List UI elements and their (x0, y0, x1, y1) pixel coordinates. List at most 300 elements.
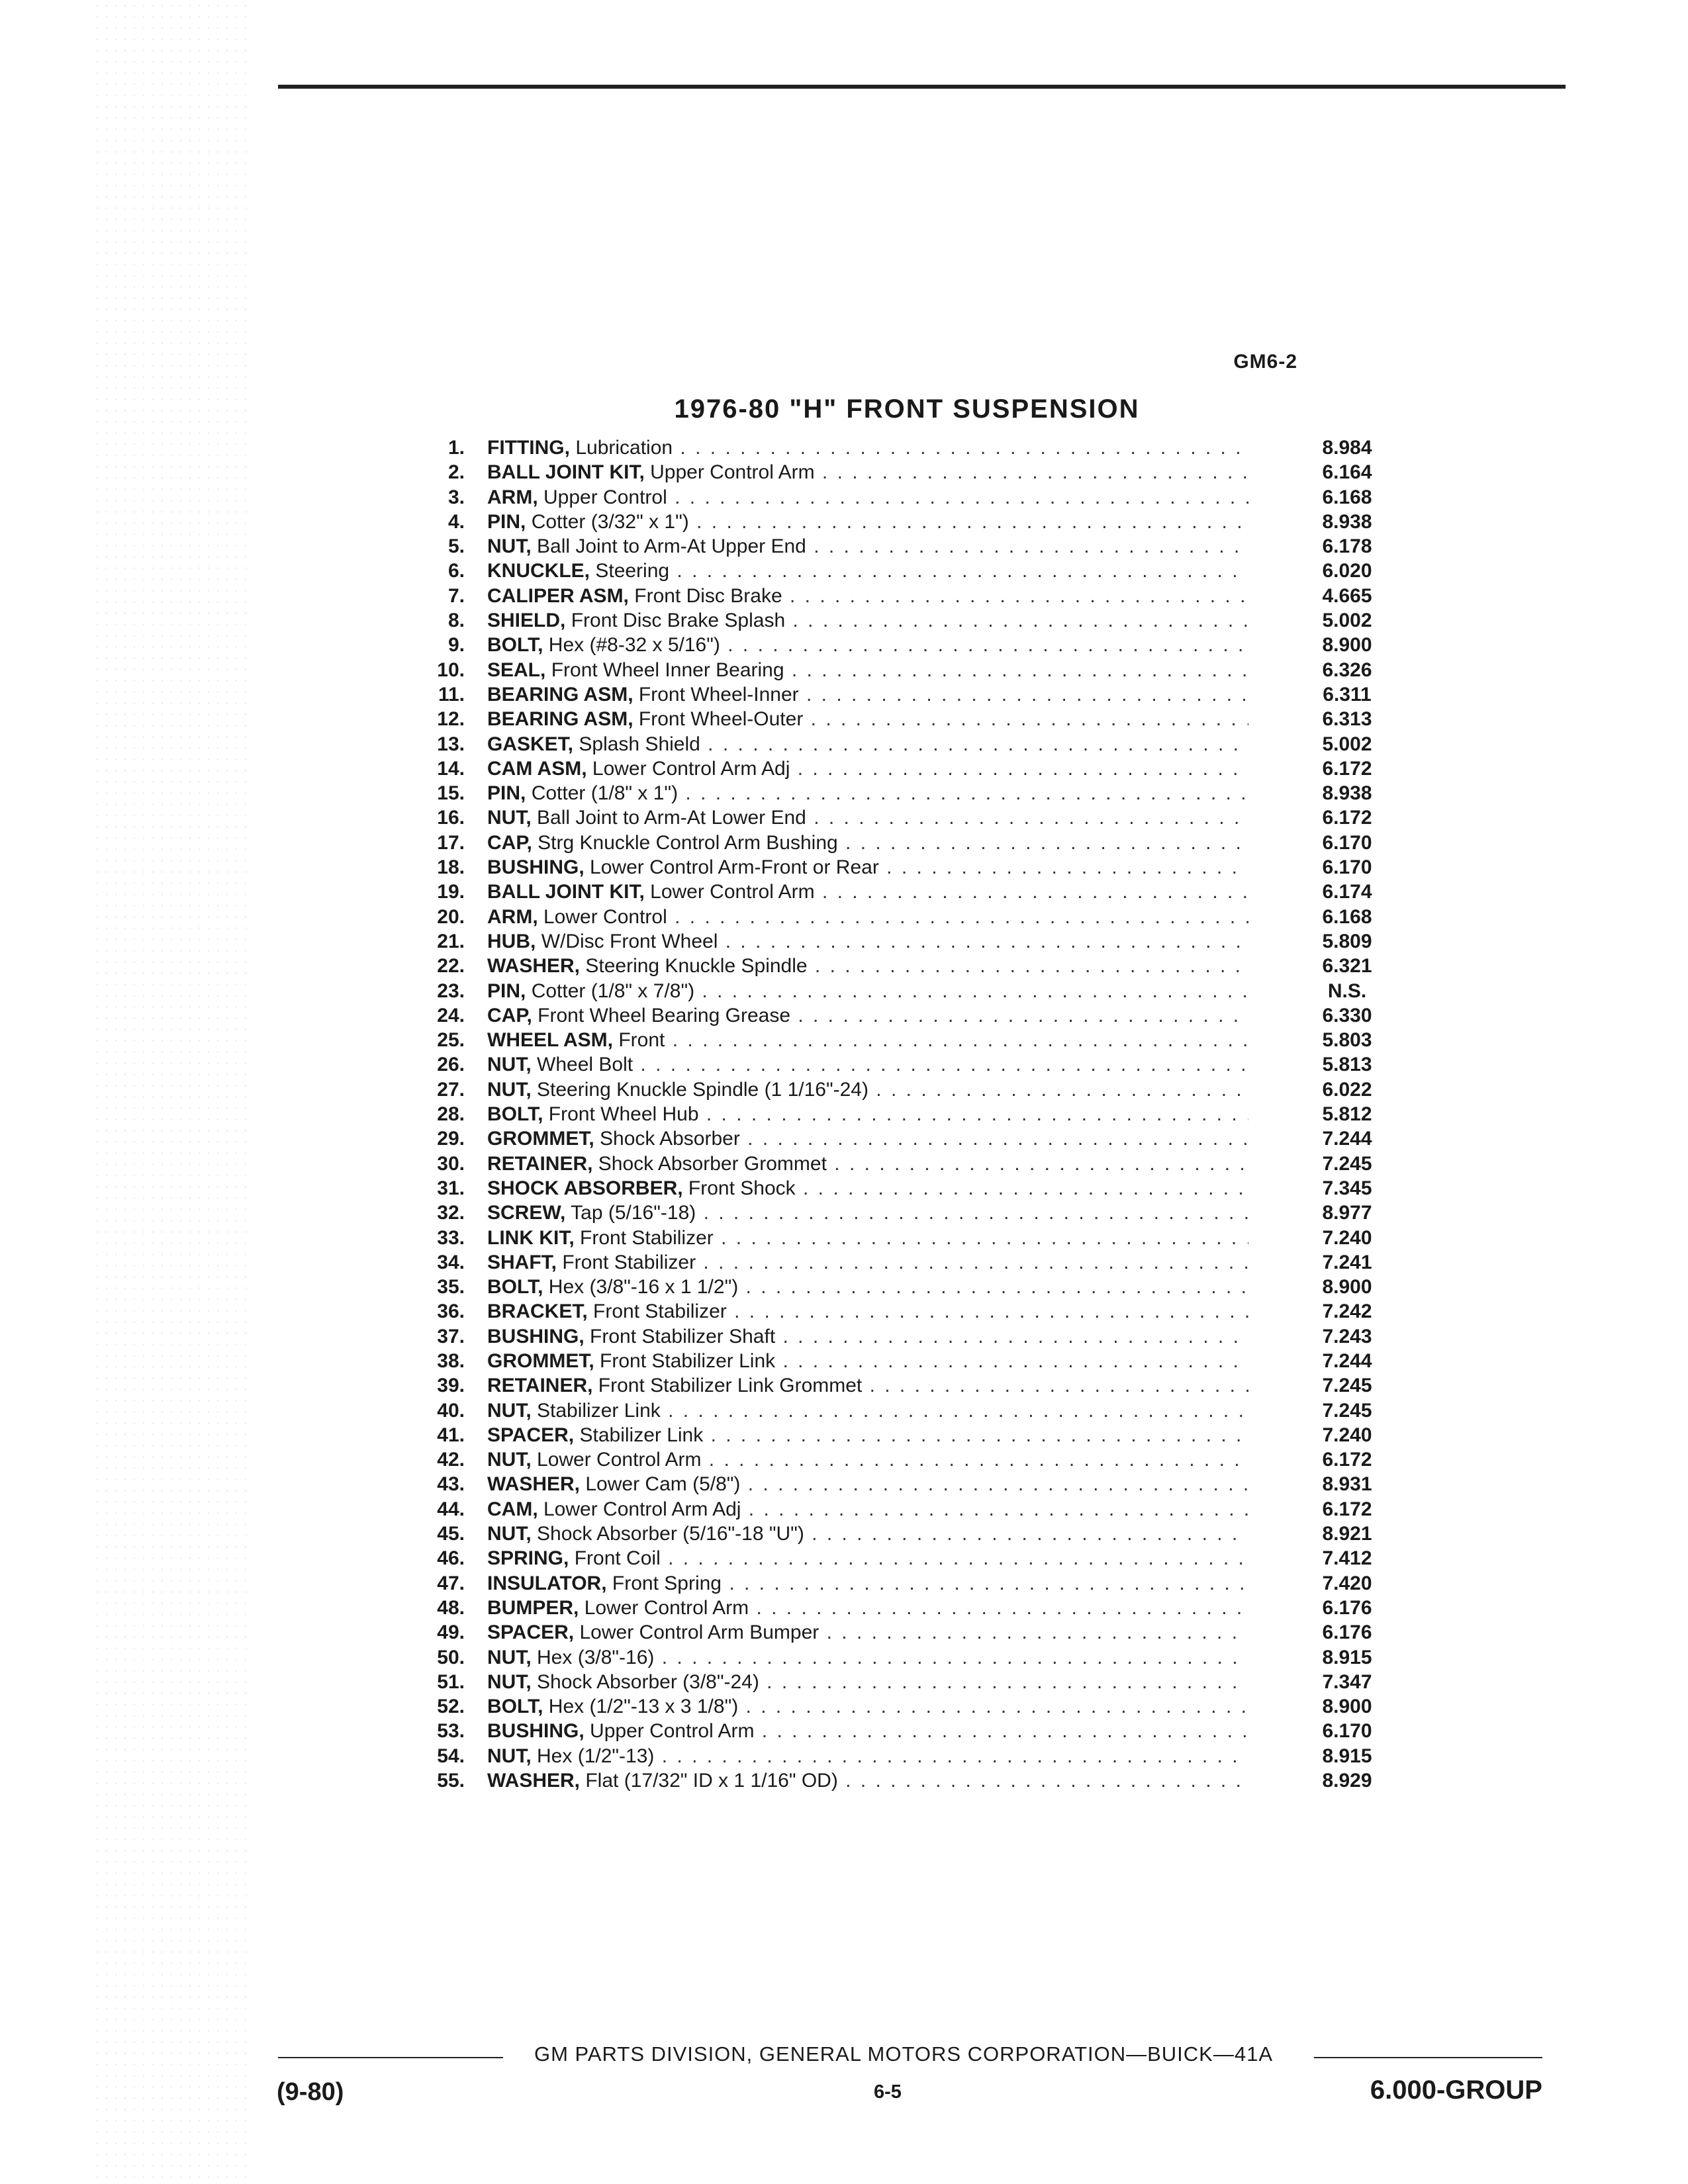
part-row (417, 584, 1410, 608)
part-row (417, 559, 1410, 583)
part-number: 30. (437, 1152, 465, 1175)
part-description-text: Strg Knuckle Control Arm Bushing (538, 831, 838, 854)
part-row (417, 880, 1410, 904)
part-description-text: Front Stabilizer Shaft (590, 1325, 776, 1347)
part-group-code: 8.900 (1322, 634, 1372, 657)
footer-page-number: 6-5 (874, 2081, 902, 2103)
part-description (487, 707, 1248, 731)
part-row (417, 1152, 1410, 1176)
scan-margin-speckle (93, 0, 252, 2184)
part-name: PIN, (487, 510, 526, 533)
part-number: 29. (437, 1128, 465, 1150)
part-name: CAP, (487, 831, 532, 854)
part-description (487, 1152, 1248, 1176)
part-description-text: Upper Control Arm (590, 1720, 755, 1743)
part-name: SPACER, (487, 1424, 575, 1446)
part-number: 17. (437, 831, 465, 854)
part-description (487, 1522, 1248, 1546)
part-number: 18. (437, 856, 465, 879)
part-description-text: Cotter (3/32" x 1") (531, 510, 689, 533)
part-number: 55. (437, 1770, 465, 1792)
part-group-code: 6.176 (1322, 1621, 1372, 1644)
part-group-code: 6.172 (1322, 1449, 1372, 1471)
part-row (417, 1201, 1410, 1225)
part-number: 32. (437, 1202, 465, 1224)
part-description-text: Cotter (1/8" x 1") (531, 782, 679, 805)
part-name: CALIPER ASM, (487, 584, 629, 607)
part-description (487, 1670, 1248, 1694)
part-description (487, 1472, 1248, 1496)
part-description-text: Hex (3/8"-16 x 1 1/2") (548, 1276, 739, 1298)
part-group-code: 8.915 (1322, 1745, 1372, 1767)
part-description (487, 1201, 1248, 1225)
part-row (417, 1670, 1410, 1694)
part-name: BOLT, (487, 1696, 543, 1718)
part-number: 34. (437, 1251, 465, 1273)
part-name: BEARING ASM, (487, 708, 633, 731)
part-row (417, 979, 1410, 1003)
part-row (417, 682, 1410, 707)
part-description (487, 1052, 1248, 1077)
part-name: GROMMET, (487, 1349, 594, 1372)
part-name: BRACKET, (487, 1300, 588, 1323)
part-row (417, 756, 1410, 781)
part-description (487, 831, 1248, 855)
part-group-code: 6.168 (1322, 905, 1372, 928)
part-group-code: 5.809 (1322, 930, 1372, 952)
part-group-code: 6.172 (1322, 1498, 1372, 1520)
part-row (417, 707, 1410, 731)
part-row (417, 1497, 1410, 1522)
part-description (487, 1250, 1248, 1275)
part-number: 37. (437, 1325, 465, 1347)
part-description-text: Flat (17/32" ID x 1 1/16" OD) (585, 1770, 838, 1792)
part-name: INSULATOR, (487, 1572, 607, 1594)
part-description-text: Tap (5/16"-18) (571, 1202, 696, 1224)
part-row (417, 1596, 1410, 1620)
part-group-code: 7.245 (1322, 1375, 1372, 1397)
part-number: 2. (447, 461, 465, 484)
part-description (487, 510, 1248, 534)
part-description (487, 1275, 1248, 1299)
part-row (417, 1620, 1410, 1645)
part-description-text: Lubrication (575, 437, 673, 459)
part-name: LINK KIT, (487, 1226, 575, 1249)
part-number: 23. (437, 979, 465, 1002)
part-group-code: 6.313 (1322, 708, 1372, 731)
part-name: BOLT, (487, 1276, 543, 1298)
part-group-code: 8.977 (1322, 1202, 1372, 1224)
part-row (417, 1398, 1410, 1423)
part-name: BUSHING, (487, 1325, 585, 1347)
part-group-code: 8.984 (1322, 437, 1372, 459)
part-description (487, 1077, 1248, 1102)
part-name: SPRING, (487, 1547, 569, 1570)
part-row (417, 805, 1410, 830)
part-name: BUSHING, (487, 1720, 585, 1743)
part-name: CAM ASM, (487, 757, 587, 780)
part-group-code: N.S. (1327, 979, 1367, 1002)
part-description-text: Upper Control Arm (650, 461, 815, 484)
part-description-text: Front Coil (574, 1547, 661, 1570)
part-description (487, 1176, 1248, 1201)
part-description (487, 979, 1248, 1003)
part-description-text: Shock Absorber Grommet (598, 1152, 827, 1175)
part-name: SCREW, (487, 1202, 566, 1224)
part-description (487, 756, 1248, 781)
part-number: 53. (437, 1720, 465, 1743)
part-number: 9. (447, 634, 465, 657)
part-name: NUT, (487, 1745, 532, 1767)
part-number: 44. (437, 1498, 465, 1520)
part-number: 45. (437, 1523, 465, 1545)
part-group-code: 6.321 (1322, 955, 1372, 978)
part-name: SPACER, (487, 1621, 575, 1644)
part-description (487, 1744, 1248, 1768)
part-number: 7. (447, 584, 465, 607)
part-description-text: Front Wheel Bearing Grease (538, 1004, 790, 1026)
part-description-text: Lower Control Arm Bumper (579, 1621, 820, 1644)
part-description-text: Front Wheel-Outer (638, 708, 804, 731)
part-description (487, 1768, 1248, 1793)
part-description (487, 1349, 1248, 1373)
part-description (487, 781, 1248, 805)
part-number: 1. (447, 437, 465, 459)
part-group-code: 7.245 (1322, 1152, 1372, 1175)
part-row (417, 1522, 1410, 1546)
part-description (487, 1596, 1248, 1620)
part-row (417, 460, 1410, 484)
part-description-text: Stabilizer Link (537, 1399, 661, 1422)
part-number: 28. (437, 1103, 465, 1126)
part-group-code: 7.243 (1322, 1325, 1372, 1347)
part-description (487, 1003, 1248, 1028)
part-number: 52. (437, 1696, 465, 1718)
part-row (417, 1447, 1410, 1472)
part-description-text: Ball Joint to Arm-At Lower End (537, 807, 806, 829)
part-name: GASKET, (487, 733, 574, 755)
part-description-text: Steering Knuckle Spindle (1 1/16"-24) (537, 1078, 868, 1101)
part-group-code: 7.240 (1322, 1226, 1372, 1249)
part-row (417, 1176, 1410, 1201)
part-description-text: Shock Absorber (5/16"-18 "U") (537, 1523, 804, 1545)
part-row (417, 1275, 1410, 1299)
part-number: 4. (447, 510, 465, 533)
part-number: 13. (437, 733, 465, 755)
part-name: RETAINER, (487, 1375, 593, 1397)
part-group-code: 6.170 (1322, 856, 1372, 879)
part-description-text: Steering Knuckle Spindle (585, 955, 808, 978)
part-description-text: Front Stabilizer (593, 1300, 727, 1323)
part-name: BEARING ASM, (487, 683, 633, 705)
part-name: WASHER, (487, 1473, 581, 1496)
part-row (417, 1768, 1410, 1793)
part-row (417, 1324, 1410, 1349)
part-group-code: 8.900 (1322, 1276, 1372, 1298)
part-group-code: 6.330 (1322, 1004, 1372, 1026)
part-number: 31. (437, 1177, 465, 1199)
part-description-text: Front Shock (688, 1177, 796, 1199)
part-name: BALL JOINT KIT, (487, 461, 645, 484)
part-description-text: Lower Control (543, 905, 667, 928)
part-description-text: W/Disc Front Wheel (541, 930, 718, 952)
part-row (417, 1645, 1410, 1670)
part-description (487, 855, 1248, 880)
part-group-code: 8.929 (1322, 1770, 1372, 1792)
part-group-code: 6.172 (1322, 807, 1372, 829)
page-title: 1976-80 "H" FRONT SUSPENSION (674, 394, 1140, 424)
part-number: 22. (437, 955, 465, 978)
part-group-code: 7.245 (1322, 1399, 1372, 1422)
part-description-text: Front Stabilizer (562, 1251, 696, 1273)
part-group-code: 6.326 (1322, 659, 1372, 681)
part-description (487, 1324, 1248, 1349)
part-name: NUT, (487, 1646, 532, 1668)
part-description (487, 880, 1248, 904)
part-row (417, 1373, 1410, 1398)
part-description-text: Hex (1/2"-13) (537, 1745, 655, 1767)
part-description-text: Splash Shield (579, 733, 700, 755)
part-number: 25. (437, 1029, 465, 1052)
part-number: 26. (437, 1054, 465, 1076)
part-description-text: Front (618, 1029, 665, 1052)
part-row (417, 658, 1410, 682)
part-description (487, 1398, 1248, 1423)
part-row (417, 435, 1410, 460)
part-row (417, 1472, 1410, 1496)
part-name: NUT, (487, 1523, 532, 1545)
part-name: CAM, (487, 1498, 538, 1520)
part-description-text: Lower Control Arm (650, 881, 815, 903)
part-number: 48. (437, 1596, 465, 1619)
part-description (487, 485, 1248, 510)
part-description-text: Shock Absorber (3/8"-24) (537, 1670, 759, 1693)
part-name: FITTING, (487, 437, 570, 459)
part-row (417, 831, 1410, 855)
part-group-code: 7.420 (1322, 1572, 1372, 1594)
part-description (487, 1447, 1248, 1472)
part-number: 54. (437, 1745, 465, 1767)
part-description (487, 954, 1248, 978)
part-description (487, 435, 1248, 460)
part-description-text: Lower Cam (5/8") (585, 1473, 741, 1496)
part-row (417, 510, 1410, 534)
part-number: 19. (437, 881, 465, 903)
part-group-code: 7.345 (1322, 1177, 1372, 1199)
part-number: 14. (437, 757, 465, 780)
part-row (417, 534, 1410, 559)
footer-rule-left (278, 2057, 503, 2058)
part-description (487, 1694, 1248, 1719)
part-group-code: 6.170 (1322, 1720, 1372, 1743)
part-number: 33. (437, 1226, 465, 1249)
part-group-code: 7.241 (1322, 1251, 1372, 1273)
part-group-code: 7.244 (1322, 1128, 1372, 1150)
part-description-text: Hex (3/8"-16) (537, 1646, 655, 1668)
part-group-code: 6.174 (1322, 881, 1372, 903)
part-row (417, 905, 1410, 929)
part-number: 36. (437, 1300, 465, 1323)
part-name: BUSHING, (487, 856, 585, 879)
part-number: 5. (447, 535, 465, 558)
part-number: 3. (447, 486, 465, 508)
part-group-code: 6.164 (1322, 461, 1372, 484)
part-description (487, 1226, 1248, 1250)
part-number: 12. (437, 708, 465, 731)
part-description-text: Front Disc Brake (634, 584, 782, 607)
part-group-code: 8.938 (1322, 510, 1372, 533)
part-row (417, 1003, 1410, 1028)
part-group-code: 6.172 (1322, 757, 1372, 780)
part-row (417, 1226, 1410, 1250)
part-row (417, 855, 1410, 880)
part-description (487, 1028, 1248, 1052)
footer-group: 6.000-GROUP (1370, 2075, 1542, 2105)
part-group-code: 6.176 (1322, 1596, 1372, 1619)
part-description (487, 584, 1248, 608)
part-number: 46. (437, 1547, 465, 1570)
part-number: 21. (437, 930, 465, 952)
part-group-code: 5.813 (1322, 1054, 1372, 1076)
part-group-code: 5.002 (1322, 733, 1372, 755)
part-description-text: Front Stabilizer (580, 1226, 714, 1249)
part-description-text: Cotter (1/8" x 7/8") (531, 979, 695, 1002)
part-row (417, 1052, 1410, 1077)
part-description (487, 1102, 1248, 1126)
part-description-text: Front Spring (612, 1572, 722, 1594)
part-description (487, 1571, 1248, 1596)
footer-date: (9-80) (277, 2078, 344, 2106)
part-name: NUT, (487, 1054, 532, 1076)
footer-rule-right (1314, 2057, 1542, 2058)
part-description (487, 1645, 1248, 1670)
part-name: NUT, (487, 1399, 532, 1422)
part-number: 39. (437, 1375, 465, 1397)
part-number: 11. (438, 683, 465, 705)
part-row (417, 1126, 1410, 1151)
part-description (487, 732, 1248, 756)
part-row (417, 1349, 1410, 1373)
part-group-code: 8.938 (1322, 782, 1372, 805)
part-row (417, 1694, 1410, 1719)
part-row (417, 1546, 1410, 1570)
part-description (487, 1546, 1248, 1570)
part-description-text: Hex (1/2"-13 x 3 1/8") (548, 1696, 739, 1718)
part-row (417, 1250, 1410, 1275)
part-description (487, 929, 1248, 954)
part-group-code: 8.931 (1322, 1473, 1372, 1496)
part-name: RETAINER, (487, 1152, 593, 1175)
part-group-code: 8.900 (1322, 1696, 1372, 1718)
part-row (417, 608, 1410, 633)
part-description-text: Stabilizer Link (579, 1424, 704, 1446)
part-description (487, 608, 1248, 633)
part-name: GROMMET, (487, 1128, 594, 1150)
part-description (487, 682, 1248, 707)
part-description (487, 633, 1248, 657)
part-description (487, 1299, 1248, 1324)
part-description-text: Front Stabilizer Link (600, 1349, 776, 1372)
part-group-code: 5.002 (1322, 610, 1372, 632)
part-group-code: 6.168 (1322, 486, 1372, 508)
part-description-text: Front Disc Brake Splash (571, 610, 786, 632)
part-number: 20. (437, 905, 465, 928)
part-row (417, 1744, 1410, 1768)
part-description-text: Wheel Bolt (537, 1054, 633, 1076)
part-number: 40. (437, 1399, 465, 1422)
part-number: 50. (437, 1646, 465, 1668)
part-description-text: Lower Control Arm (537, 1449, 702, 1471)
part-number: 51. (437, 1670, 465, 1693)
part-description-text: Steering (595, 560, 670, 582)
part-group-code: 8.921 (1322, 1523, 1372, 1545)
part-name: NUT, (487, 807, 532, 829)
part-group-code: 6.020 (1322, 560, 1372, 582)
part-group-code: 5.803 (1322, 1029, 1372, 1052)
part-row (417, 1102, 1410, 1126)
part-group-code: 6.178 (1322, 535, 1372, 558)
part-description-text: Front Wheel Hub (548, 1103, 699, 1126)
part-description-text: Lower Control Arm (584, 1596, 749, 1619)
part-name: NUT, (487, 1670, 532, 1693)
part-description (487, 658, 1248, 682)
footer-publisher: GM PARTS DIVISION, GENERAL MOTORS CORPORATION—BUICK—41A (534, 2042, 1274, 2066)
part-description (487, 1423, 1248, 1447)
part-name: WHEEL ASM, (487, 1029, 614, 1052)
part-group-code: 8.915 (1322, 1646, 1372, 1668)
part-row (417, 485, 1410, 510)
top-rule (278, 85, 1566, 89)
part-group-code: 7.240 (1322, 1424, 1372, 1446)
part-description (487, 559, 1248, 583)
part-name: PIN, (487, 782, 526, 805)
part-description (487, 1620, 1248, 1645)
part-number: 27. (437, 1078, 465, 1101)
part-name: SHAFT, (487, 1251, 557, 1273)
part-description-text: Ball Joint to Arm-At Upper End (537, 535, 806, 558)
part-group-code: 5.812 (1322, 1103, 1372, 1126)
part-description-text: Hex (#8-32 x 5/16") (548, 634, 720, 657)
part-name: BUMPER, (487, 1596, 579, 1619)
part-name: BALL JOINT KIT, (487, 881, 645, 903)
part-row (417, 1299, 1410, 1324)
part-number: 42. (437, 1449, 465, 1471)
part-name: NUT, (487, 1078, 532, 1101)
part-name: SEAL, (487, 659, 546, 681)
part-description (487, 905, 1248, 929)
part-number: 47. (437, 1572, 465, 1594)
part-description (487, 805, 1248, 830)
part-number: 43. (437, 1473, 465, 1496)
part-row (417, 1077, 1410, 1102)
part-row (417, 781, 1410, 805)
part-name: KNUCKLE, (487, 560, 590, 582)
part-name: BOLT, (487, 1103, 543, 1126)
part-number: 16. (437, 807, 465, 829)
part-description (487, 1126, 1248, 1151)
part-description-text: Front Stabilizer Link Grommet (598, 1375, 863, 1397)
part-description-text: Front Wheel-Inner (638, 683, 799, 705)
part-row (417, 732, 1410, 756)
page-code: GM6-2 (1233, 351, 1297, 373)
part-description-text: Upper Control (543, 486, 667, 508)
part-name: ARM, (487, 486, 538, 508)
part-name: PIN, (487, 979, 526, 1002)
part-group-code: 7.244 (1322, 1349, 1372, 1372)
part-description (487, 1719, 1248, 1743)
part-description-text: Lower Control Arm Adj (592, 757, 790, 780)
part-group-code: 7.412 (1322, 1547, 1372, 1570)
